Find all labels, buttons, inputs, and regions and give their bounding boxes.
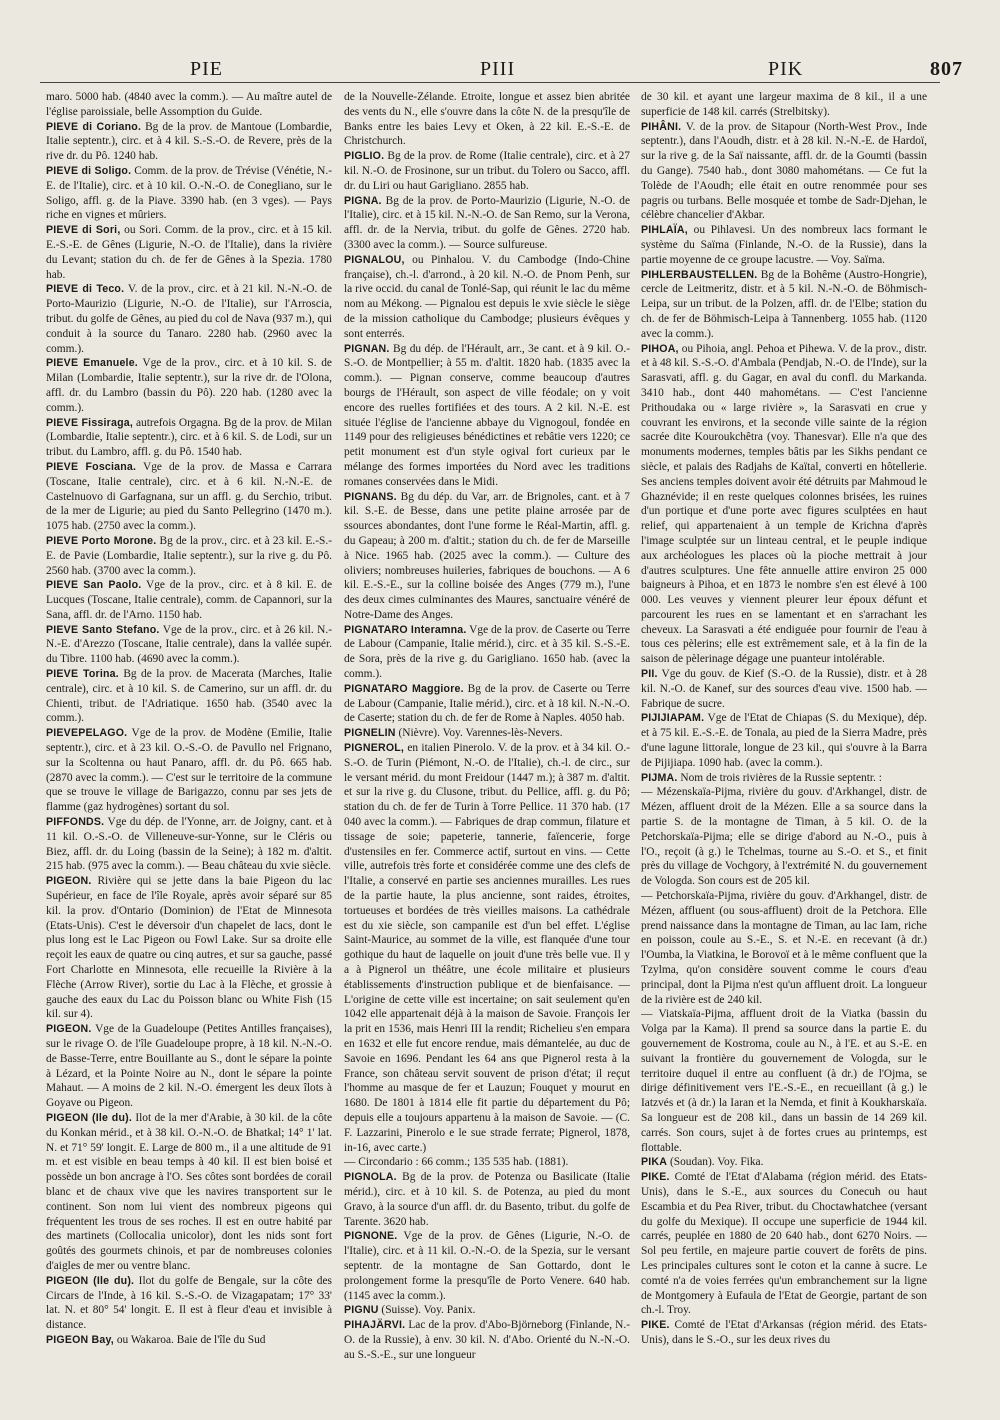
dictionary-entry xyxy=(46,1333,332,1348)
entry-text: en italien Pinerolo. V. de la prov. et à 34 kil. O.-S.-O. de Turin (Piémont, N.-O. de l'Italie), ch.-l. de circ., sur le versant mérid. du mont Freidour (1447 m.); à 387 m. d'altit. et sur la rive g. du Clusone, tribut. du Pellice, affl. g. du Pô; station du ch. de fer de Turin à Torre Pellice. 11 370 hab. (17 040 avec la comm.). — Fabriques de drap commun, filature et tissage de soie; papeterie, tannerie, faïencerie, forge d'ustensiles en fer. Commerce actif, surtout en vins. — Cette ville, autrefois très forte et considérée comme une des clefs de l'Italie, a conservé en partie ses anciennes murailles. Les rues de la partie haute, la plus ancienne, sont raides, étroites, tortueuses et bordées de très vieilles maisons. La cathédrale est du xie siècle, son campanile est d'un bel effet. L'église Saint-Maurice, au sommet de la ville, est flanquée d'une tour gothique du haut de laquelle on jouit d'une très belle vue. Il y a à Pignerol un théâtre, une école militaire et plusieurs établissements d'instruction publique et de bienfaisance. — L'origine de cette ville est incertaine; on sait seulement qu'en 1042 elle appartenait déjà à la maison de Savoie. François Ier la prit en 1536, mais Henri III la rendit; Richelieu s'en empara en 1632 et elle fut encore rendue, mais démantelée, au duc de Savoie en 1696. Pendant les 64 ans que Pignerol resta à la France, son château servit souvent de prison d'état; il reçut l'homme au masque de fer et Lauzun; Fouquet y mourut en 1680. De 1801 à 1814 elle fit partie du département du Pô; depuis elle a toujours appartenu à la maison de Savoie. — (C. F. Lazzarini, Pinerolo e le sue strade ferrate; Pignerol, 1878, in-16, avec carte.) xyxy=(344,742,630,1154)
entry-headword: PIHOA, xyxy=(641,342,679,355)
dictionary-entry xyxy=(46,1022,332,1111)
dictionary-entry xyxy=(46,90,332,120)
dictionary-entry xyxy=(46,460,332,534)
dictionary-entry xyxy=(641,771,927,786)
dictionary-entry xyxy=(641,667,927,711)
column-2 xyxy=(344,90,630,1410)
entry-text: maro. 5000 hab. (4840 avec la comm.). — Au maître autel de l'église paroissiale, belle Assomption du Guide. xyxy=(46,91,332,118)
entry-text: Vge de la prov., circ. et à 26 kil. N.-N.-E. d'Arezzo (Toscane, Italie centrale), dans la vallée supér. du Tibre. 1100 hab. (4690 avec la comm.). xyxy=(46,623,332,666)
dictionary-entry xyxy=(46,578,332,622)
entry-headword: PIJMA. xyxy=(641,771,678,784)
entry-text: Vge de la prov. de Massa e Carrara (Toscane, Italie centrale), circ. et à 6 kil. N.-N.-E. de Castelnuovo di Garfagnana, sur un affl. g. du Serchio, tribut. de la mer de Ligurie; au pied du Santo Pellegrino (1470 m.). 1075 hab. (2750 avec la comm.). xyxy=(46,460,332,533)
column-3 xyxy=(641,90,927,1410)
entry-headword: PIEVE Fosciana. xyxy=(46,460,137,473)
entry-text: Bg de la prov. de Rome (Italie centrale), circ. et à 27 kil. N.-O. de Frosinone, sur un tribut. du Tolero ou Sacco, affl. dr. du Liri ou haut Garigliano. 2855 hab. xyxy=(344,150,630,192)
entry-headword: PIHÂNI. xyxy=(641,120,682,133)
entry-text: Comté de l'Etat d'Arkansas (région mérid. des Etats-Unis), dans le S.-O., sur les deux rives du xyxy=(641,1319,927,1346)
entry-text: (Suisse). Voy. Panix. xyxy=(381,1304,476,1317)
dictionary-entry xyxy=(641,711,927,770)
entry-headword: PIGLIO. xyxy=(344,150,385,163)
entry-headword: PIEVE di Coriano. xyxy=(46,120,142,133)
entry-text: Bg de la prov. de Mantoue (Lombardie, Italie septentr.), circ. et à 4 kil. S.-S.-O. de Revere, près de la rive dr. du Pô. 1240 hab. xyxy=(46,120,332,163)
header-center-word: PIII xyxy=(480,58,516,80)
entry-headword: PIGNU xyxy=(344,1304,379,1317)
dictionary-entry xyxy=(641,1170,927,1318)
dictionary-entry xyxy=(46,356,332,415)
entry-headword: PIGEON. xyxy=(46,1023,92,1036)
entry-text: Vge de la Guadeloupe (Petites Antilles françaises), sur le rivage O. de l'île Guadeloupe propre, à 18 kil. N.-N.-O. de Basse-Terre, entre Bouillante au S., dont le sépare la pointe à Lézard, et la Pointe Noire au N., dont le sépare la pointe Mahaut. — A moins de 2 kil. N.-O. émergent les deux îlots à Goyave ou Pigeon. xyxy=(46,1023,332,1110)
dictionary-entry xyxy=(46,623,332,667)
dictionary-entry xyxy=(641,1318,927,1348)
entry-headword: PIGNEROL, xyxy=(344,742,405,755)
entry-text: — Circondario : 66 comm.; 135 535 hab. (1881). xyxy=(344,1156,569,1169)
dictionary-entry xyxy=(46,223,332,282)
dictionary-entry xyxy=(344,682,630,726)
dictionary-entry xyxy=(344,1170,630,1229)
dictionary-entry xyxy=(46,815,332,874)
dictionary-entry xyxy=(641,785,927,889)
entry-text: Comm. de la prov. de Trévise (Vénétie, N.-E. de l'Italie), circ. et à 10 kil. O.-N.-O. de Conegliano, sur le Soligo, affl. g. de la Piave. 3390 hab. (en 3 vges). — Pays riche en vignes et mûriers. xyxy=(46,164,332,222)
entry-text: Vge de la prov. de Modène (Emilie, Italie septentr.), circ. et à 23 kil. O.-S.-O. de Pavullo nel Frignano, sur la Scoltenna ou haut Panaro, affl. dr. du Pô. 665 hab. (2870 avec la comm.). — C'est sur le territoire de la commune que se trouve le village de Barigazzo, connu par ses jets de flamme (gaz hydrogènes) sortant du sol. xyxy=(46,727,332,814)
dictionary-entry xyxy=(344,726,630,741)
entry-headword: PIGEON (Ile du). xyxy=(46,1111,132,1124)
entry-text: de 30 kil. et ayant une largeur maxima de 8 kil., il a une superficie de 148 kil. carrés (Strelbitsky). xyxy=(641,91,927,118)
entry-text: (Nièvre). Voy. Varennes-lès-Nevers. xyxy=(398,727,563,740)
entry-headword: PIGNONE. xyxy=(344,1230,398,1243)
dictionary-entry xyxy=(46,726,332,815)
entry-headword: PIHLAÏA, xyxy=(641,224,688,237)
entry-headword: PIGNALOU, xyxy=(344,253,405,266)
entry-text: Bg de la prov. de Porto-Maurizio (Ligurie, N.-O. de l'Italie), circ. et à 15 kil. N.-N.-O. de San Remo, sur la Verona, affl. dr. de la Nervia, tribut. du golfe de Gênes. 2720 hab. (3300 avec la comm.). — Source sulfureuse. xyxy=(344,194,630,251)
entry-text: V. de la prov. de Sitapour (North-West Prov., Inde septentr.), dans l'Aoudh, distr. et à 28 kil. N.-N.-E. de Hardoï, sur la rive g. de la Saï naissante, affl. dr. de la Goumti (bassin du Gange). 7540 hab., dont 3080 mahométans. — Ce fut la Tolède de l'Aoudh; elle était en outre renommée pour ses pagris ou turbans. Belle mosquée et tombe de Sadr-Djehan, le célèbre chancelier d'Akbar. xyxy=(641,120,927,222)
entry-text: Bg du dép. du Var, arr. de Brignoles, cant. et à 7 kil. S.-E. de Besse, dans une petite plaine arrosée par de ssources abondantes, dont l'une forme le Réal-Martin, affl. g. du Gapeau; à 200 m. d'altit.; station du ch. de fer de Marseille à Nice. 1965 hab. (2025 avec la comm.). — Culture des oliviers; nombreuses huileries, fabriques de bouchons. — A 6 kil. E.-S.-E., sur la colline boisée des Anges (779 m.), l'une des deux cimes culminantes des Maures, sanctuaire vénéré de Notre-Dame des Anges. xyxy=(344,490,630,621)
entry-headword: PIJIJIAPAM. xyxy=(641,712,705,725)
dictionary-entry xyxy=(641,120,927,224)
entry-text: Vge de la prov., circ. et à 10 kil. S. de Milan (Lombardie, Italie septentr.), sur la rive dr. de l'Olona, affl. dr. du Lambro (bassin du Pô). 220 hab. (1280 avec la comm.). xyxy=(46,357,332,414)
entry-headword: PIGNOLA. xyxy=(344,1171,397,1184)
entry-headword: PIHLERBAUSTELLEN. xyxy=(641,268,758,281)
entry-headword: PIKA xyxy=(641,1156,668,1169)
entry-headword: PIKE. xyxy=(641,1319,670,1332)
dictionary-entry xyxy=(344,90,630,149)
dictionary-entry xyxy=(46,416,332,460)
dictionary-entry xyxy=(344,1155,630,1170)
entry-headword: PIEVE di Soligo. xyxy=(46,164,132,177)
entry-text: ou Pihlavesi. Un des nombreux lacs formant le système du Saïma (Finlande, N.-O. de la Russie), dans la partie moyenne de ce groupe lacustre. — Voy. Saïma. xyxy=(641,224,927,266)
dictionary-entry xyxy=(641,342,927,668)
entry-text: ou Sori. Comm. de la prov., circ. et à 15 kil. E.-S.-E. de Gênes (Ligurie, N.-O. de l'Italie), dans la rivière du Levant; station du ch. de fer de Gênes à la Spezia. 1780 hab. xyxy=(46,224,332,281)
header-left-word: PIE xyxy=(190,58,223,80)
dictionary-entry xyxy=(641,1007,927,1155)
dictionary-entry xyxy=(344,149,630,193)
entry-headword: PIEVE Torina. xyxy=(46,668,119,681)
dictionary-entry xyxy=(46,120,332,164)
entry-headword: PIEVEPELAGO. xyxy=(46,727,128,740)
entry-text: Ilot de la mer d'Arabie, à 30 kil. de la côte du Konkan mérid., et à 38 kil. O.-N.-O. de Bhatkal; 14° 1' lat. N. et 71° 59' longit. E. Large de 800 m., il a une altitude de 91 m. et est visible en beau temps à 40 kil. Il est bien boisé et possède un bon ancrage à l'O. Ses côtes sont bordées de corail blanc et de chaux vive que les navires transportent sur le continent. Son nom lui vient des nombreux pigeons qui fréquentent les trous de ses roches. Il est en outre habité par des martinets (Collocalia unicolor), dont les nids sont fort goûtés des gourmets chinois, et par de nombreuses colonies d'aigles de mer ou ventre blanc. xyxy=(46,1111,332,1272)
entry-headword: PIFFONDS. xyxy=(46,816,105,829)
dictionary-entry xyxy=(344,342,630,490)
entry-text: Comté de l'Etat d'Alabama (région mérid. des Etats-Unis), dans le S.-E., aux sources du Conecuh ou haut Escambia et du Pea River, tribut. du Choctawhatchee (versant du golfe du Mexique). Il occupe une superficie de 1944 kil. carrés, peuplée en 1880 de 20 640 hab., dont 6270 Noirs. — Sol peu fertile, en majeure partie couvert de forêts de pins. Les principales cultures sont le coton et la canne à sucre. Le comté n'a de voies ferrées qu'un embranchement sur la ligne de Montgomery à Eufaula de l'Etat de Georgie, partant de son ch.-l. Troy. xyxy=(641,1171,927,1317)
entry-text: de la Nouvelle-Zélande. Etroite, longue et assez bien abritée des vents du N., elle s'ouvre dans la côte N. de la presqu'île de Banks entre les baies Levy et Oken, à 22 kil. E.-S.-E. de Christchurch. xyxy=(344,91,630,148)
entry-text: Vge de la prov., circ. et à 8 kil. E. de Lucques (Toscane, Italie centrale), comm. de Capannori, sur la Sana, affl. dr. de l'Arno. 1150 hab. xyxy=(46,579,332,621)
entry-headword: PIGNA. xyxy=(344,194,382,207)
entry-headword: PIGEON Bay, xyxy=(46,1333,114,1346)
entry-headword: PIGNANS. xyxy=(344,490,397,503)
entry-text: Bg du dép. de l'Hérault, arr., 3e cant. et à 9 kil. O.-S.-O. de Montpellier; à 55 m. d'altit. 1820 hab. (1835 avec la comm.). — Pignan conserve, comme beaucoup d'autres bourgs de l'Hérault, son aspect de ville féodale; on y voit encore des ruelles fortifiées et des tours. A 2 kil. N.-E. est située l'église de l'ancienne abbaye du Vignogoul, fondée en 1149 pour des religieuses bénédictines et rebâtie vers 1220; ce petit monument est d'un style ogival fort curieux par le mélange des formes importées du Nord avec les traditions romanes conservées dans le Midi. xyxy=(344,342,630,488)
entry-headword: PIEVE Santo Stefano. xyxy=(46,623,160,636)
dictionary-entry xyxy=(641,268,927,342)
entry-headword: PIKE. xyxy=(641,1171,670,1184)
dictionary-entry xyxy=(344,741,630,1155)
entry-headword: PIEVE San Paolo. xyxy=(46,579,142,592)
dictionary-entry xyxy=(641,223,927,267)
entry-text: Bg de la Bohême (Austro-Hongrie), cercle de Leitmeritz, distr. et à 5 kil. N.-N.-O. de Böhmisch-Leipa, sur un tribut. de la Polzen, affl. dr. de l'Elbe; station du ch. de fer de Böhmisch-Leipa à Tannenberg. 1055 hab. (1120 avec la comm.). xyxy=(641,268,927,340)
entry-text: Vge du gouv. de Kief (S.-O. de la Russie), distr. et à 28 kil. N.-O. de Kanef, sur des sources d'eau vive. 1500 hab. — Fabrique de sucre. xyxy=(641,668,927,710)
entry-text: Vge du dép. de l'Yonne, arr. de Joigny, cant. et à 11 kil. O.-S.-O. de Villeneuve-sur-Yonne, sur le Cléris ou Biez, affl. dr. du Loing (bassin de la Seine); à 182 m. d'altit. 215 hab. (975 avec la comm.). — Beau château du xvie siècle. xyxy=(46,816,332,873)
dictionary-entry xyxy=(46,1111,332,1274)
dictionary-entry xyxy=(344,623,630,682)
entry-text: Bg de la prov. de Macerata (Marches, Italie centrale), circ. et à 10 kil. S. de Camerino, sur un affl. dr. du Chienti, tribut. de l'Adriatique. 1650 hab. (3540 avec la comm.). xyxy=(46,668,332,725)
dictionary-entry xyxy=(344,1303,630,1318)
header-right-word: PIK xyxy=(768,58,804,80)
entry-headword: PIEVE di Teco. xyxy=(46,283,125,296)
dictionary-entry xyxy=(641,1155,927,1170)
entry-text: Bg de la prov., circ. et à 23 kil. E.-S.-E. de Pavie (Lombardie, Italie septentr.), sur la rive g. du Pô. 2560 hab. (3700 avec la comm.). xyxy=(46,534,332,577)
entry-text: — Mézenskaïa-Pijma, rivière du gouv. d'Arkhangel, distr. de Mézen, affluent droit de la Mézen. Elle a sa source dans la partie S. de la montagne de Timan, à 5 kil. O. de la Petchorskaïa-Pijma; elle se dirige d'abord au N.-O., puis à l'O., reçoit (à g.) le Tchelmas, tourne au S.-O. et S., et finit près du village de Vochgory, à l'extrémité N. du gouvernement de Vologda. Son cours est de 205 kil. xyxy=(641,786,927,888)
column-1 xyxy=(46,90,332,1410)
dictionary-entry xyxy=(46,1274,332,1333)
entry-headword: PIGEON (Ile du). xyxy=(46,1274,135,1287)
entry-headword: PIHAJÄRVI. xyxy=(344,1319,406,1332)
entry-text: ou Wakaroa. Baie de l'île du Sud xyxy=(116,1333,266,1346)
entry-text: Nom de trois rivières de la Russie septentr. : xyxy=(680,771,882,784)
entry-text: Vge de l'Etat de Chiapas (S. du Mexique), dép. et à 75 kil. E.-S.-E. de Tonala, au pied de la Sierra Madre, près d'une lagune littorale, longue de 23 kil., qui s'ouvre à la Barra de Pijijiapa. 1090 hab. (avec la comm.). xyxy=(641,712,927,769)
page-number: 807 xyxy=(930,58,963,80)
entry-text: (Soudan). Voy. Fika. xyxy=(669,1156,764,1169)
dictionary-entry xyxy=(46,164,332,223)
dictionary-entry xyxy=(641,889,927,1007)
entry-text: Bg de la prov. de Potenza ou Basilicate (Italie mérid.), circ. et à 10 kil. S. de Potenza, au pied du mont Gravo, à la source d'un affl. dr. du Basento, tribut. du golfe de Tarente. 3620 hab. xyxy=(344,1171,630,1228)
dictionary-entry xyxy=(344,253,630,342)
entry-text: Vge de la prov. de Caserte ou Terre de Labour (Campanie, Italie mérid.), circ. et à 35 kil. S.-S.-E. de Sora, près de la rive g. du Garigliano. 1650 hab. (avec la comm.). xyxy=(344,623,630,681)
entry-headword: PIGNAN. xyxy=(344,342,390,355)
dictionary-entry xyxy=(46,874,332,1022)
dictionary-entry xyxy=(46,534,332,578)
dictionary-entry xyxy=(46,282,332,356)
entry-text: ou Pihoia, angl. Pehoa et Pihewa. V. de la prov., distr. et à 48 kil. S.-S.-O. d'Ambala (Pendjab, N.-O. de l'Inde), sur la Sarasvati, affl. g. du Gagar, en aval du confl. du Markanda. 3410 hab., dont 440 mahométans. — C'est l'ancienne Prithoudaka ou « large rivière », la Sarasvati en crue y couvrant les environs, et la seconde ville sainte de la région sacrée dite Kouroukchêtra (voy. Thanesvar). Elle n'a que des monuments modernes, temples bâtis par les Sikhs pendant ce siècle, et palais des Radjahs de Kaïtal, converti en hôtellerie. Ses anciens temples doivent avoir été détruits par Mahmoud le Ghaznévide; il en reste quelques colonnes brisées, les ruines d'un portique et d'une porte avec figures sculptées en haut relief, qui appartenaient à un temple de Krichna d'après l'image sculptée sur un linteau central, et le peuple indique aux archéologues les places où la pioche mettrait à jour d'autres sculptures. Une fête annuelle attire environ 25 000 baigneurs à Pihoa, et en 1873 le nombre s'en est élevé à 100 000. Les veuves y viennent pleurer leur époux défunt et parcourent les rues en se lamentant et en s'arrachant les cheveux. La Sarasvati a été endiguée pour fournir de l'eau à tous ces pèlerins; elle est extrêmement sale, et à la fin de la saison de pèlerinage dégage une puanteur intolérable. xyxy=(641,342,927,666)
entry-text: V. de la prov., circ. et à 21 kil. N.-N.-O. de Porto-Maurizio (Ligurie, N.-O. de l'Italie), sur l'Arroscia, tribut. du golfe de Gênes, au pied du col de Nava (937 m.), qui conduit à la source du Tanaro. 2280 hab. (2960 avec la comm.). xyxy=(46,283,332,355)
entry-text: Bg de la prov. de Caserte ou Terre de Labour (Campanie, Italie mérid.), circ. et à 18 kil. N.-N.-O. de Caserte; station du ch. de fer de Rome à Naples. 4050 hab. xyxy=(344,682,630,725)
entry-text: Vge de la prov. de Gênes (Ligurie, N.-O. de l'Italie), circ. et à 11 kil. O.-N.-O. de la Spezia, sur le versant septentr. de la montagne de San Gottardo, dont le prolongement forme la presqu'île de Porto Venere. 640 hab. (1145 avec la comm.). xyxy=(344,1230,630,1302)
entry-headword: PIEVE Porto Morone. xyxy=(46,534,157,547)
dictionary-entry xyxy=(344,1229,630,1303)
entry-headword: PIEVE Emanuele. xyxy=(46,357,138,370)
entry-text: ou Pinhalou. V. du Cambodge (Indo-Chine française), ch.-l. d'arrond., à 20 kil. N.-O. de Pnom Penh, sur la rive occid. du canal de Tonlé-Sap, qui réunit le lac du même nom au Mékong. — Pignalou est depuis le xvie siècle le siège de la mission catholique du Cambodge; plusieurs évêques y sont enterrés. xyxy=(344,253,630,340)
entry-text: — Viatskaïa-Pijma, affluent droit de la Viatka (bassin du Volga par la Kama). Il prend sa source dans la partie E. du gouvernement de Kostroma, coule au N., à l'E. et au S.-E. en suivant la frontière du gouvernement de Vologda, sur le territoire duquel il entre au confluent (à dr.) de l'Ojma, se dirige définitivement vers l'E.-S.-E., en recueillant (à g.) le Iatzvés et (à dr.) la Iaran et la Nemda, et finit à Koukharskaïa. Sa longueur est de 208 kil., dans un bassin de 14 269 kil. carrés. Son cours, sujet à de fortes crues au printemps, est flottable. xyxy=(641,1008,927,1154)
entry-headword: PIEVE di Sori, xyxy=(46,224,121,237)
running-header xyxy=(40,52,963,83)
entry-headword: PIGNATARO Maggiore. xyxy=(344,682,464,695)
dictionary-entry xyxy=(344,1318,630,1362)
entry-headword: PIGEON. xyxy=(46,875,92,888)
dictionary-entry xyxy=(344,490,630,623)
entry-headword: PIGNELIN xyxy=(344,727,396,740)
dictionary-entry xyxy=(344,194,630,253)
entry-headword: PII. xyxy=(641,668,658,681)
entry-text: Ilot du golfe de Bengale, sur la côte des Circars de l'Inde, à 16 kil. S.-S.-O. de Vizagapatam; 17° 33' lat. N. et 80° 54' longit. E. Il est à fleur d'eau et invisible à distance. xyxy=(46,1274,332,1332)
entry-text: Lac de la prov. d'Abo-Björneborg (Finlande, N.-O. de la Russie), à env. 30 kil. N. d'Abo. Orienté du N.-N.-O. au S.-S.-E., sur une longueur xyxy=(344,1319,630,1361)
dictionary-entry xyxy=(641,90,927,120)
entry-text: autrefois Orgagna. Bg de la prov. de Milan (Lombardie, Italie septentr.), circ. et à 6 kil. S. de Lodi, sur un tribut. du Lambro, affl. g. du Pô. 1540 hab. xyxy=(46,416,332,459)
entry-headword: PIEVE Fissiraga, xyxy=(46,416,133,429)
entry-headword: PIGNATARO Interamna. xyxy=(344,623,467,636)
dictionary-entry xyxy=(46,667,332,726)
entry-text: — Petchorskaïa-Pijma, rivière du gouv. d'Arkhangel, distr. de Mézen, affluent (ou sous-affluent) droit de la Petchora. Elle prend naissance dans la montagne de Timan, au lac Iam, riche en poisson, coule au S.-E., S. et N.-E. en recevant (à dr.) l'Oumba, la Viatkina, le Borovoï et à le même confluent que la Tzylma, qu'on considère souvent comme le cours d'eau principal, dont la Pijma n'est qu'un affluent droit. La longueur de la rivière est de 240 kil. xyxy=(641,890,927,1006)
entry-text: Rivière qui se jette dans la baie Pigeon du lac Supérieur, en face de l'île Royale, après avoir séparé sur 85 kil. la prov. d'Ontario (Dominion) de l'Etat de Minnesota (Etats-Unis). C'est le déversoir d'un chapelet de lacs, dont le plus long est le Lac Pigeon ou Fowl Lake. Sur sa droite elle reçoit les eaux de quatre ou cinq autres, et sur sa gauche, passé Fort Charlotte en Minnesota, elle recueille la Rivière à la Flèche (Arrow River), sortie du Lac à la Flèche, et grossie à gauche des eaux du Lac du Poisson blanc ou White Fish (15 kil. sur 4). xyxy=(46,875,332,1021)
